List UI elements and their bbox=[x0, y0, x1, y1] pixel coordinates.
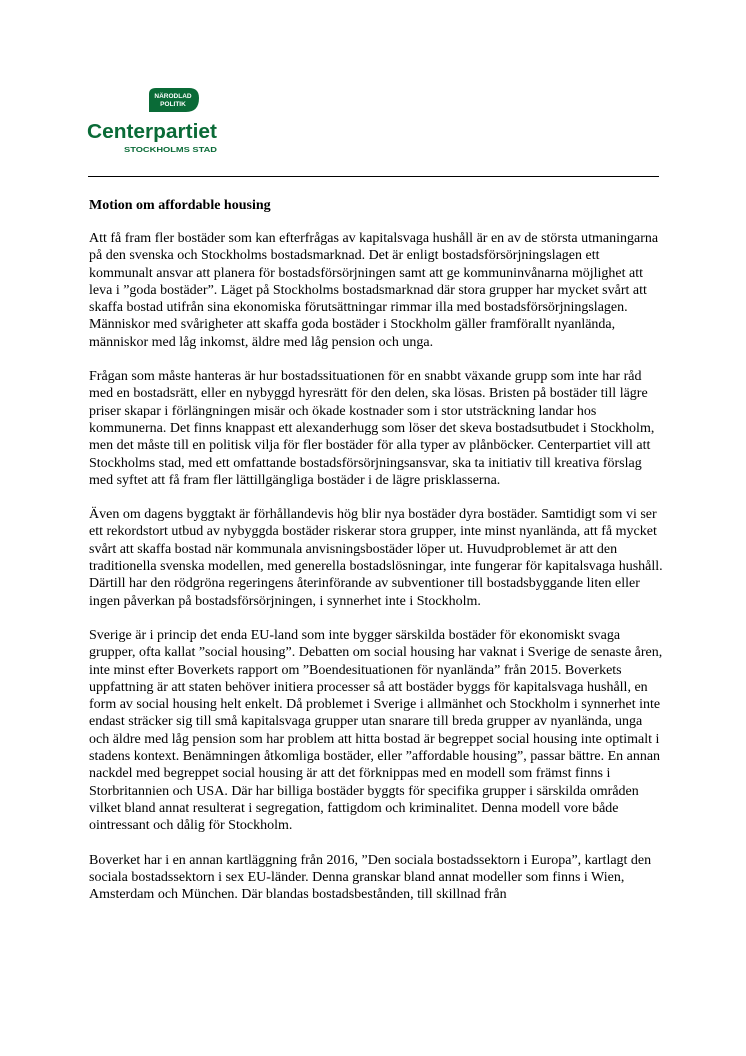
logo-leaf-badge bbox=[149, 88, 199, 112]
logo-badge-line1: NÄRODLAD bbox=[154, 93, 192, 100]
logo-subtitle: STOCKHOLMS STAD bbox=[124, 147, 217, 154]
header-divider bbox=[88, 176, 659, 177]
logo-graphic bbox=[86, 86, 220, 156]
paragraph-1: Att få fram fler bostäder som kan efterfrågas av kapitalsvaga hushåll är en av de största utmaningarna på den svenska och Stockholms bostadsmarknad. Det är enligt bostadsförsörjningslagen ett kommunalt ansvar att planera för bostadsförsörjningen samt att ge kommuninvånarna möjlighet att leva i ”goda bostäder”. Läget på Stockholms bostadsmarknad där stora grupper har mycket svårt att skaffa bostad utifrån sina ekonomiska förutsättningar rimmar illa med bostadsförsörjningslagen. Människor med svårigheter att skaffa goda bostäder i Stockholm gäller framförallt nyanlända, människor med låg inkomst, äldre med låg pension och unga. bbox=[89, 231, 659, 350]
paragraph-2: Frågan som måste hanteras är hur bostadssituationen för en snabbt växande grupp som inte har råd med en bostadsrätt, eller en nybyggd hyresrätt för den delen, ska lösas. Bristen på bostäder till lägre priser skapar i förlängningen misär och ökade kostnader som i stor utsträckning landar hos kommunerna. Det finns knappast ett alexanderhugg som löser det skeva bostadsutbudet i Stockholm, men det måste till en politisk vilja för fler bostäder för alla typer av plånböcker. Centerpartiet vill att Stockholms stad, med ett omfattande bostadsförsörjningsansvar, ska ta initiativ till kreativa förslag med syftet att få fram fler lättillgängliga bostäder i de lägre prisklasserna. bbox=[89, 369, 655, 488]
document-title: Motion om affordable housing bbox=[89, 198, 271, 213]
paragraph-4: Sverige är i princip det enda EU-land som inte bygger särskilda bostäder för ekonomiskt svaga grupper, ofta kallat ”social housing”. Debatten om social housing har vaknat i Sverige de senaste åren, inte minst efter Boverkets rapport om ”Boendesituationen för nyanlända” från 2015. Boverkets uppfattning är att staten behöver initiera processer så att bostäder byggs för kapitalsvaga hushåll, en form av social housing helt enkelt. Då problemet i Sverige i allmänhet och Stockholm i synnerhet inte endast sträcker sig till små kapitalsvaga grupper utan snarare till breda grupper av nyanlända, unga och äldre med låg pension som har problem att hitta bostad är begreppet social housing inte optimalt i stadens kontext. Benämningen åtkomliga bostäder, eller ”affordable housing”, passar bättre. En annan nackdel med begreppet social housing är att det förknippas med en modell som främst finns i Storbritannien och USA. Där har billiga bostäder byggts för specifika grupper i särskilda områden vilket bland annat resulterat i segregation, fattigdom och kriminalitet. Denna modell vore både ointressant och dålig för Stockholm. bbox=[89, 627, 663, 834]
document-body bbox=[89, 197, 664, 920]
logo-badge-line2: POLITIK bbox=[160, 101, 186, 108]
logo-wordmark: Centerpartiet bbox=[87, 121, 218, 143]
paragraph-5: Boverket har i en annan kartläggning från 2016, ”Den sociala bostadssektorn i Europa”, kartlagt den sociala bostadssektorn i sex EU-länder. Denna granskar bland annat modeller som finns i Wien, Amsterdam och München. Där blandas bostadsbestånden, till skillnad från bbox=[89, 852, 652, 903]
centerpartiet-logo bbox=[86, 86, 220, 156]
paragraph-3: Även om dagens byggtakt är förhållandevis hög blir nya bostäder dyra bostäder. Samtidigt som vi ser ett rekordstort utbud av nybyggda bostäder riskerar stora grupper, inte minst nyanlända, att få mycket svårt att skaffa bostad när kommunala anvisningsbostäder löper ut. Huvudproblemet är att den traditionella svenska modellen, med generella bostadslösningar, inte fungerar för kapitalsvaga hushåll. Därtill har den rödgröna regeringens återinförande av subventioner till bostadsbyggande liten eller ingen påverkan på bostadsförsörjningen, i synnerhet inte i Stockholm. bbox=[89, 507, 663, 609]
